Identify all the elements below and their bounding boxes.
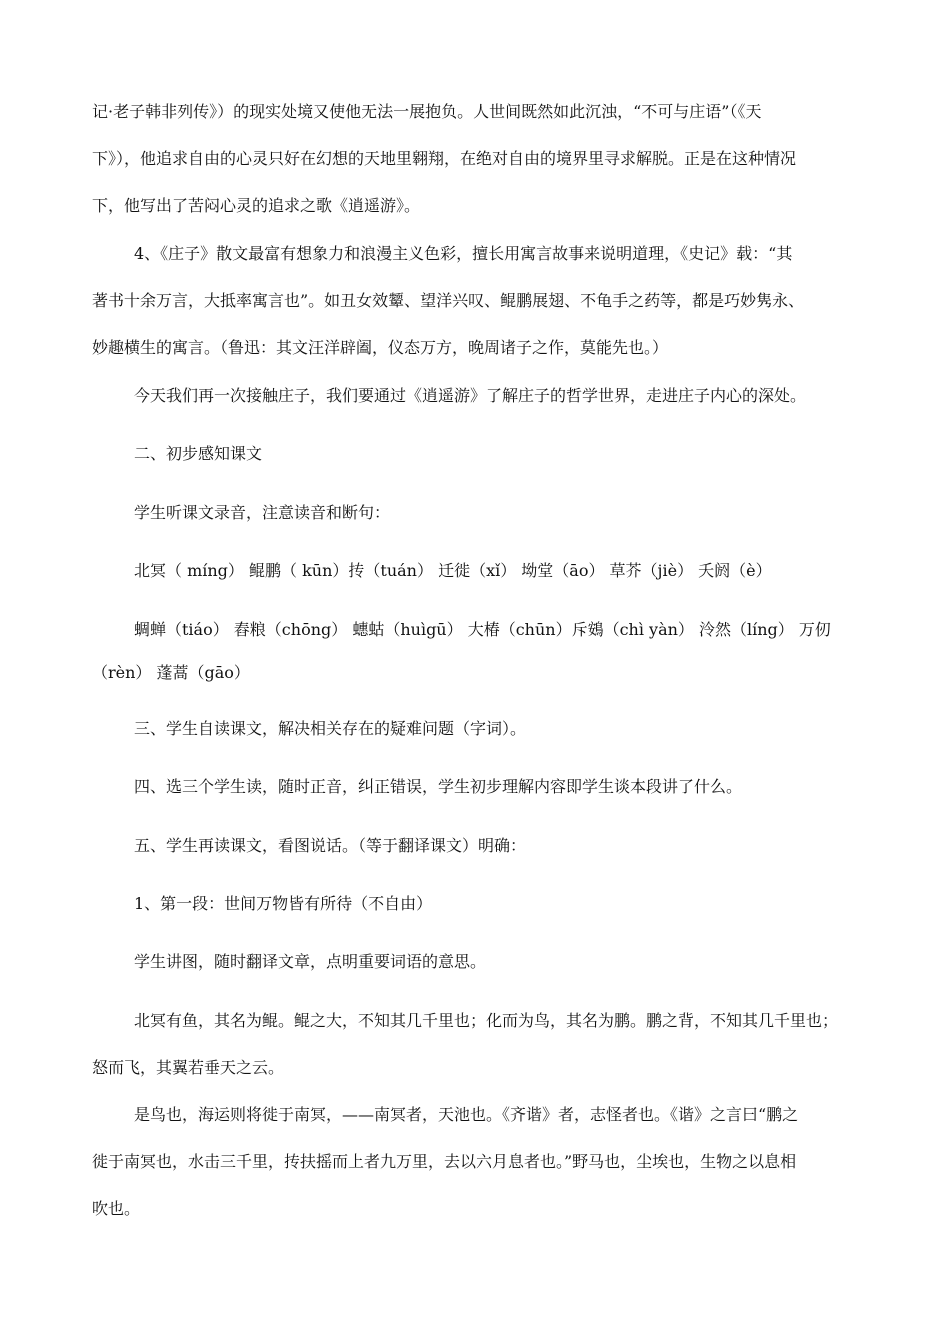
paragraph-line: 徙于南冥也，水击三千里，抟扶摇而上者九万里，去以六月息者也。”野马也，尘埃也，生物之以息相 (92, 1152, 797, 1171)
paragraph-line: 是鸟也，海运则将徙于南冥，——南冥者，天池也。《齐谐》者，志怪者也。《谐》之言曰“鹏之 (134, 1105, 799, 1124)
paragraph-line: 记·老子韩非列传》）的现实处境又使他无法一展抱负。人世间既然如此沉浊，“不可与庄语”（《天 (92, 102, 762, 121)
section-heading-2 (92, 430, 862, 477)
paragraph-line: 下，他写出了苦闷心灵的追求之歌《逍遥游》。 (92, 196, 421, 215)
paragraph-explain-picture (92, 938, 862, 985)
pronunciation-list-2 (92, 606, 862, 693)
paragraph-introduction (92, 372, 862, 419)
section-heading-5 (92, 822, 862, 869)
paragraph-line: 吹也。 (92, 1199, 141, 1218)
paragraph-line: 四、选三个学生读，随时正音，纠正错误，学生初步理解内容即学生谈本段讲了什么。 (134, 777, 743, 796)
paragraph-line: 妙趣横生的寓言。（鲁迅：其文汪洋辟阖，仪态万方，晚周诸子之作，莫能先也。） (92, 338, 669, 357)
paragraph-line: 4、《庄子》散文最富有想象力和浪漫主义色彩，擅长用寓言故事来说明道理，《史记》载：“其 (134, 244, 793, 263)
paragraph-line: 北冥（ míng） 鲲鹏（ kūn）抟（tuán） 迁徙（xǐ） 坳堂（āo） 草芥（jiè） 夭阏（è） (134, 561, 772, 580)
subsection-heading-1 (92, 880, 862, 927)
paragraph-zhuangzi-situation (92, 88, 862, 229)
paragraph-line: 二、初步感知课文 (134, 444, 263, 463)
paragraph-line: （rèn） 蓬蒿（gāo） (92, 663, 250, 682)
paragraph-line: 学生听课文录音，注意读音和断句： (134, 503, 391, 522)
classical-text-paragraph-2 (92, 1091, 862, 1232)
paragraph-line: 1、第一段：世间万物皆有所待（不自由） (134, 894, 433, 913)
paragraph-line: 蜩蝉（tiáo） 舂粮（chōng） 蟪蛄（huìgū） 大椿（chūn）斥鴳（chì yàn） 泠然（líng） 万仞 (134, 620, 831, 639)
paragraph-line: 学生讲图，随时翻译文章，点明重要词语的意思。 (134, 952, 487, 971)
paragraph-line: 下》），他追求自由的心灵只好在幻想的天地里翱翔，在绝对自由的境界里寻求解脱。正是在这种情况 (92, 149, 797, 168)
section-heading-3 (92, 705, 862, 752)
paragraph-line: 今天我们再一次接触庄子，我们要通过《逍遥游》了解庄子的哲学世界，走进庄子内心的深处。 (134, 386, 807, 405)
paragraph-line: 怒而飞，其翼若垂天之云。 (92, 1058, 285, 1077)
paragraph-line: 北冥有鱼，其名为鲲。鲲之大，不知其几千里也；化而为鸟，其名为鹏。鹏之背，不知其几千里也； (134, 1011, 839, 1030)
paragraph-line: 著书十余万言，大抵率寓言也”。如丑女效颦、望洋兴叹、鲲鹏展翅、不龟手之药等，都是巧妙隽永、 (92, 291, 805, 310)
pronunciation-list-1 (92, 547, 862, 594)
paragraph-zhuangzi-style (92, 230, 862, 371)
paragraph-listen-recording (92, 489, 862, 536)
section-heading-4 (92, 763, 862, 810)
classical-text-paragraph-1 (92, 997, 862, 1091)
paragraph-line: 三、学生自读课文，解决相关存在的疑难问题（字词）。 (134, 719, 527, 738)
paragraph-line: 五、学生再读课文，看图说话。（等于翻译课文）明确： (134, 836, 527, 855)
